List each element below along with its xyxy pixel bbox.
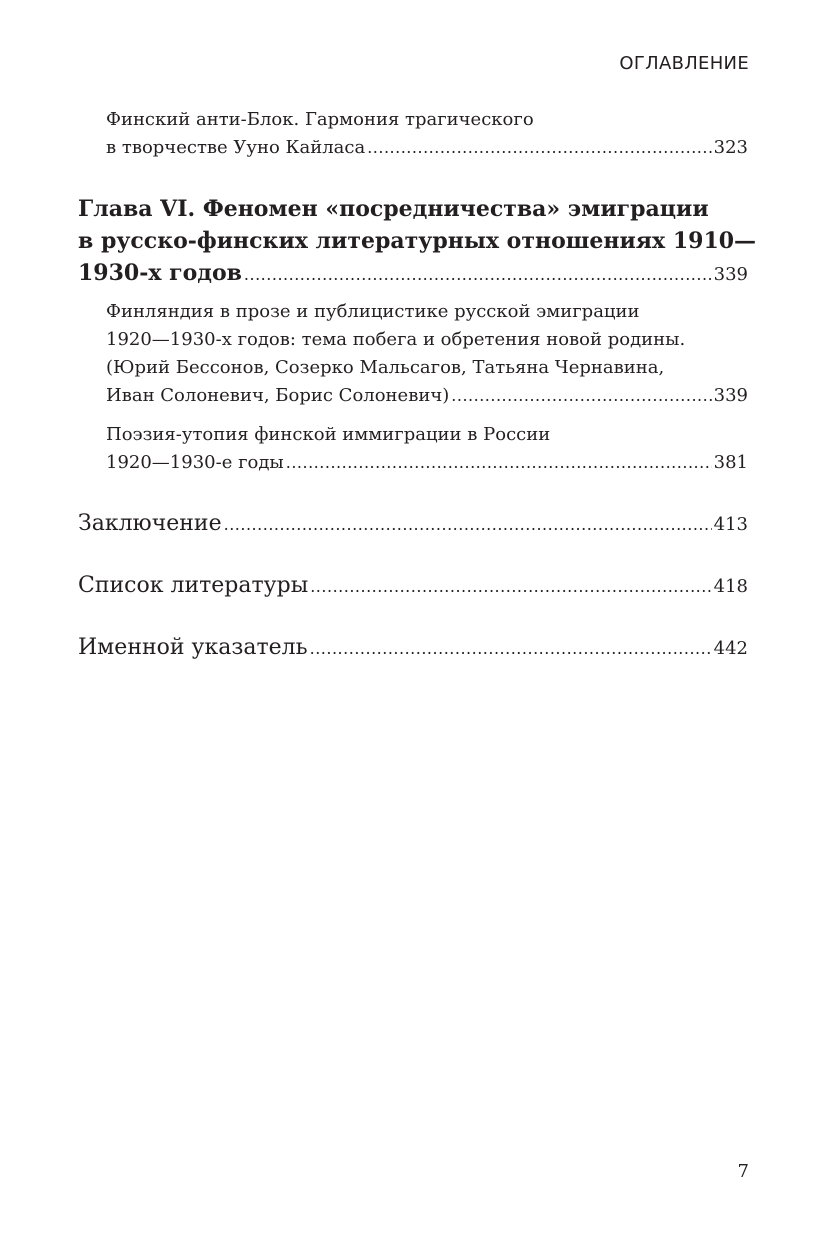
toc-entry-finland-prose[interactable]: [106, 298, 748, 410]
toc-line: [78, 634, 748, 663]
toc-line: [106, 326, 748, 354]
toc-line: [106, 354, 748, 382]
chapter-title-text: в русско-финских литературных отношениях 1910—: [78, 228, 757, 254]
toc-line: [106, 421, 748, 449]
toc-line: [78, 257, 748, 291]
toc-entry-text: Именной указатель: [78, 635, 308, 660]
chapter-title-text: Глава VI. Феномен «посредничества» эмиграции: [78, 196, 709, 222]
dot-leader: [310, 573, 711, 601]
toc-entry-text: Список литературы: [78, 573, 309, 598]
toc-entry-text: (Юрий Бессонов, Созерко Мальсагов, Татьяна Чернавина,: [106, 357, 665, 378]
dot-leader: [310, 635, 712, 663]
toc-entry-text: Иван Солоневич, Борис Солоневич): [106, 385, 450, 406]
toc-line: [78, 193, 748, 225]
toc-entry-text: Заключение: [78, 511, 222, 536]
toc-entry-text: 1920—1930-х годов: тема побега и обретения новой родины.: [106, 329, 686, 350]
toc-entry-text: Поэзия-утопия финской иммиграции в России: [106, 424, 551, 445]
toc-line: [106, 106, 748, 134]
page-number: 339: [713, 385, 748, 406]
running-head: ОГЛАВЛЕНИЕ: [619, 53, 749, 74]
toc-entry-text: в творчестве Ууно Кайласа: [106, 137, 366, 158]
dot-leader: [244, 259, 712, 291]
page-number: 323: [713, 137, 748, 158]
toc-entry-name-index[interactable]: [78, 634, 748, 663]
toc-line: [78, 510, 748, 539]
toc-entry-chapter-6[interactable]: [78, 193, 757, 291]
toc-line: [106, 449, 748, 477]
toc-entry-conclusion[interactable]: [78, 510, 748, 539]
toc-entry-text: Финляндия в прозе и публицистике русской эмиграции: [106, 301, 640, 322]
page-number: 339: [713, 264, 748, 285]
toc-entry-poetry-utopia[interactable]: [106, 421, 748, 477]
chapter-title-text: 1930-х годов: [78, 260, 242, 286]
dot-leader: [451, 382, 711, 410]
dot-leader: [286, 449, 712, 477]
toc-line: [106, 134, 748, 162]
toc-line: [106, 382, 748, 410]
page-folio: 7: [737, 1161, 749, 1182]
toc-line: [106, 298, 748, 326]
dot-leader: [367, 134, 711, 162]
page-number: 442: [713, 638, 748, 659]
page-number: 381: [713, 452, 748, 473]
toc-entry-bibliography[interactable]: [78, 572, 748, 601]
toc-entry-text: Финский анти-Блок. Гармония трагического: [106, 109, 534, 130]
toc-entry-kailas[interactable]: [106, 106, 748, 162]
toc-line: [78, 225, 757, 257]
toc-line: [78, 572, 748, 601]
page-number: 413: [713, 514, 748, 535]
toc-entry-text: 1920—1930-е годы: [106, 452, 284, 473]
dot-leader: [224, 511, 712, 539]
page-number: 418: [713, 576, 748, 597]
